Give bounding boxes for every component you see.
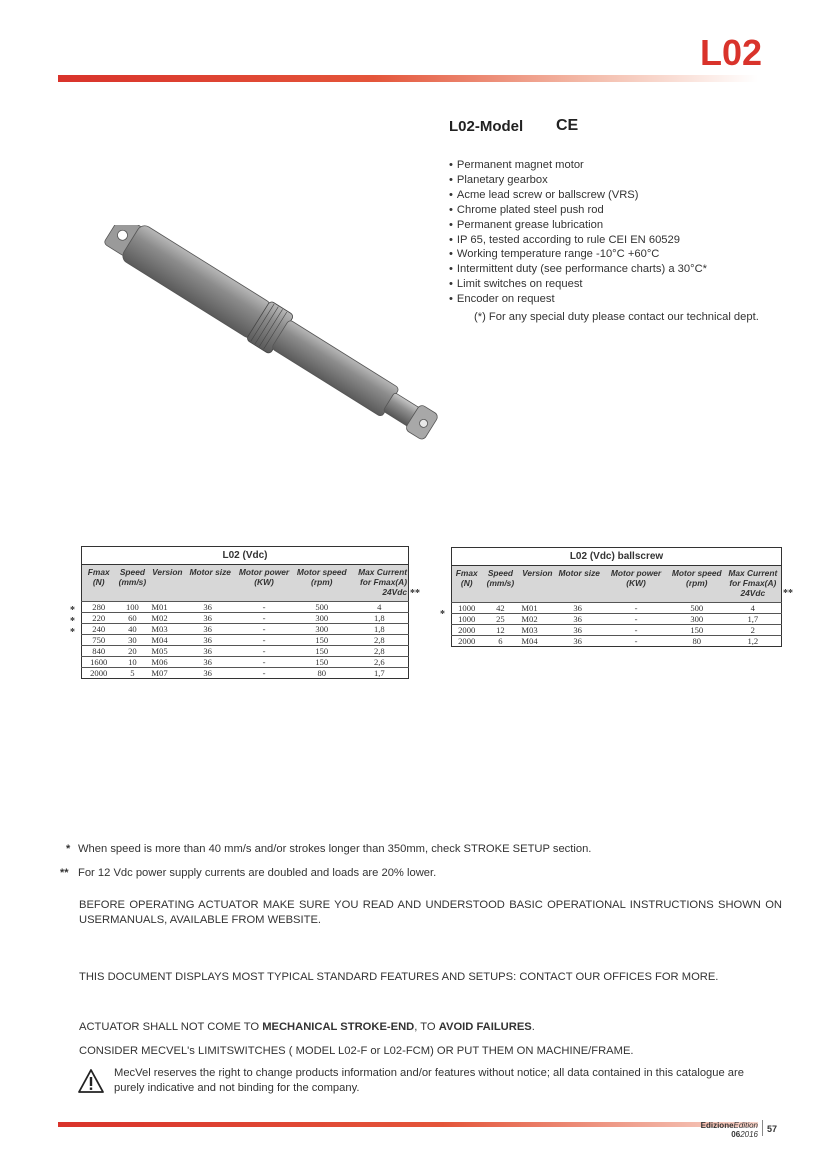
feature-item: • Limit switches on request <box>449 277 707 292</box>
table-cell: 80 <box>293 668 351 679</box>
table-cell: 500 <box>669 603 725 614</box>
table-cell: 150 <box>293 646 351 657</box>
edition-label-it: Edizione <box>700 1121 734 1130</box>
table-cell: M04 <box>149 635 185 646</box>
row-footnote-mark: * <box>70 605 75 616</box>
table-row <box>82 624 409 635</box>
table-row <box>452 636 782 647</box>
table-cell: 1,8 <box>351 624 409 635</box>
table-cell: 1,2 <box>725 636 782 647</box>
stroke-end-warning <box>79 1020 782 1035</box>
column-footnote-mark: ** <box>410 588 420 599</box>
column-header: Fmax (N) <box>452 566 482 603</box>
stroke-warning-emphasis: MECHANICAL STROKE-END <box>262 1021 415 1033</box>
table-cell: 2,8 <box>351 635 409 646</box>
table-cell: 750 <box>82 635 116 646</box>
table-cell: 30 <box>115 635 149 646</box>
table-cell: 240 <box>82 624 116 635</box>
header-bar <box>58 75 758 82</box>
table-cell: - <box>235 602 293 613</box>
table-cell: 500 <box>293 602 351 613</box>
table-cell: 2000 <box>452 625 482 636</box>
table-cell: M02 <box>519 614 555 625</box>
table-cell: 20 <box>115 646 149 657</box>
limitswitch-note: CONSIDER MECVEL's LIMITSWITCHES ( MODEL L02-F or L02-FCM) OR PUT THEM ON MACHINE/FRAME. <box>79 1045 634 1057</box>
column-header: Max Current for Fmax(A) 24Vdc <box>351 565 409 602</box>
table-cell: 280 <box>82 602 116 613</box>
table-cell: 80 <box>669 636 725 647</box>
ce-mark: CE <box>556 117 579 134</box>
disclaimer: MecVel reserves the right to change products information and/or features without notice; all data contained in this catalogue are purely indicative and not binding for the company. <box>114 1067 744 1094</box>
feature-item: • Intermittent duty (see performance charts) a 30°C* <box>449 262 707 277</box>
table-cell: 1000 <box>452 614 482 625</box>
table-cell: 300 <box>293 624 351 635</box>
voltage-note: For 12 Vdc power supply currents are doubled and loads are 20% lower. <box>78 867 437 879</box>
column-header: Motor speed (rpm) <box>669 566 725 603</box>
table-cell: M05 <box>149 646 185 657</box>
stroke-warning-text: , TO <box>414 1021 439 1033</box>
table-cell: - <box>603 603 669 614</box>
table-cell: 1000 <box>452 603 482 614</box>
table-cell: 300 <box>293 613 351 624</box>
table-cell: 2000 <box>82 668 116 679</box>
row-footnote-mark: * <box>70 616 75 627</box>
edition-year: 2016 <box>740 1130 758 1139</box>
table-row <box>452 625 782 636</box>
table-cell: M04 <box>519 636 555 647</box>
table-cell: 2 <box>725 625 782 636</box>
table-cell: 100 <box>115 602 149 613</box>
table-row <box>452 614 782 625</box>
speed-note: When speed is more than 40 mm/s and/or strokes longer than 350mm, check STROKE SETUP section. <box>78 843 592 855</box>
spec-table-acme <box>81 546 409 679</box>
table-cell: 12 <box>481 625 519 636</box>
table-caption: L02 (Vdc) ballscrew <box>452 548 782 566</box>
column-header: Motor power (KW) <box>603 566 669 603</box>
table-cell: 42 <box>481 603 519 614</box>
table-cell: 840 <box>82 646 116 657</box>
table-cell: M03 <box>519 625 555 636</box>
table-cell: 4 <box>351 602 409 613</box>
table-cell: 10 <box>115 657 149 668</box>
table-cell: 150 <box>669 625 725 636</box>
table-cell: - <box>235 613 293 624</box>
table-cell: 6 <box>481 636 519 647</box>
standard-features-note: THIS DOCUMENT DISPLAYS MOST TYPICAL STANDARD FEATURES AND SETUPS: CONTACT OUR OFFICES FOR MORE. <box>79 971 719 983</box>
stroke-warning-text: . <box>531 1021 535 1033</box>
model-code: L02 <box>699 32 762 73</box>
page-number: 57 <box>767 1124 778 1134</box>
feature-item: • Planetary gearbox <box>449 173 707 188</box>
table-cell: 36 <box>185 635 235 646</box>
table-cell: 150 <box>293 657 351 668</box>
table-cell: 2,6 <box>351 657 409 668</box>
table-cell: 40 <box>115 624 149 635</box>
table-cell: 1600 <box>82 657 116 668</box>
table-row <box>82 668 409 679</box>
column-footnote-mark: ** <box>783 588 793 599</box>
table-row <box>82 657 409 668</box>
table-cell: - <box>603 614 669 625</box>
footer-bar <box>58 1122 758 1127</box>
table-cell: 1,7 <box>725 614 782 625</box>
feature-item: • Permanent magnet motor <box>449 158 707 173</box>
table-cell: - <box>235 668 293 679</box>
row-footnote-mark: * <box>440 609 445 620</box>
speed-note-mark: * <box>66 843 71 855</box>
actuator-image <box>100 225 470 455</box>
table-cell: 36 <box>185 646 235 657</box>
table-cell: 36 <box>555 625 603 636</box>
table-cell: 2,8 <box>351 646 409 657</box>
table-cell: 36 <box>555 636 603 647</box>
column-header: Fmax (N) <box>82 565 116 602</box>
column-header: Speed (mm/s) <box>481 566 519 603</box>
table-cell: 25 <box>481 614 519 625</box>
feature-item: • Encoder on request <box>449 292 707 307</box>
table-cell: 36 <box>185 624 235 635</box>
table-cell: 36 <box>555 614 603 625</box>
column-header: Motor power (KW) <box>235 565 293 602</box>
table-cell: 36 <box>185 668 235 679</box>
table-cell: M01 <box>519 603 555 614</box>
feature-item: • Acme lead screw or ballscrew (VRS) <box>449 188 707 203</box>
table-cell: 36 <box>185 613 235 624</box>
table-cell: M06 <box>149 657 185 668</box>
edition-label-en: Edition <box>733 1121 758 1130</box>
table-cell: 2000 <box>452 636 482 647</box>
feature-item: • Chrome plated steel push rod <box>449 203 707 218</box>
table-cell: M01 <box>149 602 185 613</box>
edition-label <box>680 1121 758 1139</box>
table-cell: M07 <box>149 668 185 679</box>
row-footnote-mark: * <box>70 627 75 638</box>
table-cell: M03 <box>149 624 185 635</box>
column-header: Max Current for Fmax(A) 24Vdc <box>725 566 782 603</box>
table-row <box>452 603 782 614</box>
table-cell: - <box>235 646 293 657</box>
voltage-note-mark: ** <box>60 867 69 879</box>
feature-item: • Working temperature range -10°C +60°C <box>449 247 707 262</box>
table-cell: - <box>235 635 293 646</box>
table-cell: 4 <box>725 603 782 614</box>
table-cell: 5 <box>115 668 149 679</box>
page-separator <box>762 1120 763 1136</box>
table-cell: - <box>603 636 669 647</box>
table-cell: 300 <box>669 614 725 625</box>
table-cell: 1,8 <box>351 613 409 624</box>
product-title: L02-Model <box>449 118 524 135</box>
operating-instructions: BEFORE OPERATING ACTUATOR MAKE SURE YOU READ AND UNDERSTOOD BASIC OPERATIONAL INSTRUCTIONS SHOWN ON USERMANUALS, AVAILABLE FROM WEBSITE. <box>79 899 782 926</box>
table-row <box>82 646 409 657</box>
table-cell: - <box>235 624 293 635</box>
table-row <box>82 635 409 646</box>
table-cell: 36 <box>555 603 603 614</box>
edition-month: 06 <box>731 1130 741 1139</box>
feature-list <box>449 158 707 307</box>
column-header: Version <box>519 566 555 603</box>
stroke-warning-emphasis: AVOID FAILURES <box>438 1021 532 1033</box>
table-cell: 150 <box>293 635 351 646</box>
spec-table-ballscrew <box>451 547 782 647</box>
column-header: Version <box>149 565 185 602</box>
table-cell: M02 <box>149 613 185 624</box>
table-cell: 36 <box>185 657 235 668</box>
table-caption: L02 (Vdc) <box>82 547 409 565</box>
table-cell: 220 <box>82 613 116 624</box>
feature-note: (*) For any special duty please contact our technical dept. <box>474 311 759 323</box>
column-header: Motor speed (rpm) <box>293 565 351 602</box>
column-header: Speed (mm/s) <box>115 565 149 602</box>
table-cell: 36 <box>185 602 235 613</box>
table-cell: 1,7 <box>351 668 409 679</box>
feature-item: • IP 65, tested according to rule CEI EN 60529 <box>449 233 707 248</box>
table-row <box>82 613 409 624</box>
warning-icon <box>77 1068 105 1094</box>
column-header: Motor size <box>555 566 603 603</box>
table-cell: - <box>235 657 293 668</box>
column-header: Motor size <box>185 565 235 602</box>
feature-item: • Permanent grease lubrication <box>449 218 707 233</box>
table-row <box>82 602 409 613</box>
stroke-warning-text: ACTUATOR SHALL NOT COME TO <box>79 1021 263 1033</box>
table-cell: - <box>603 625 669 636</box>
table-cell: 60 <box>115 613 149 624</box>
